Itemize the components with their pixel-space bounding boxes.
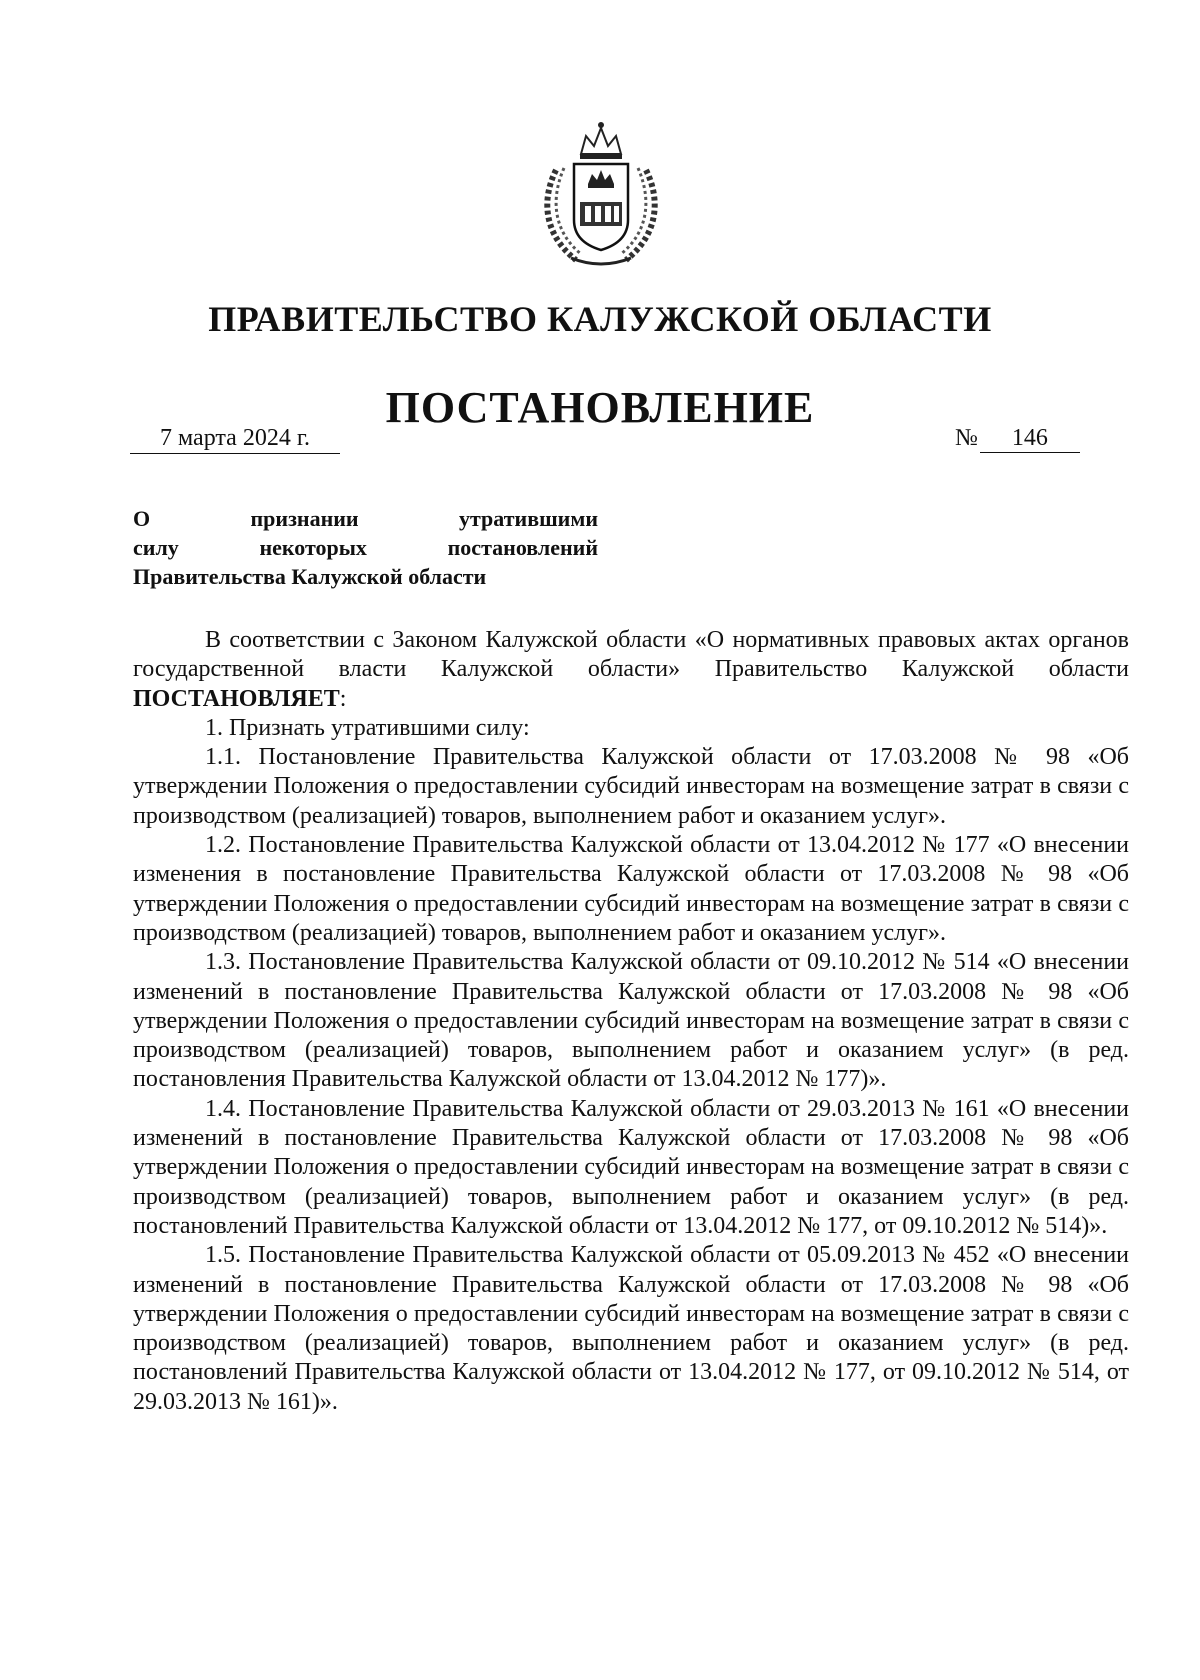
document-type-title: ПОСТАНОВЛЕНИЕ — [385, 383, 815, 432]
subject-line: О признании утратившими — [133, 506, 598, 531]
preamble-text: В соответствии с Законом Калужской области «О нормативных правовых актах органов государственной власти Калужской области» Правительство Калужской области — [133, 627, 1129, 683]
document-date: 7 марта 2024 г. — [130, 425, 340, 454]
subject-line: силу некоторых постановлений — [133, 535, 598, 560]
clause-1-2: 1.2. Постановление Правительства Калужской области от 13.04.2012 № 177 «О внесении изменения в постановление Правительства Калужской области от 17.03.2008 № 98 «Об утверждении Положения о предоставлении субсидий инвесторам на возмещение затрат в связи с производством (реализацией) товаров, выполнением работ и оказанием услуг». — [133, 832, 1129, 946]
document-body — [133, 626, 1129, 1417]
clause-1-3: 1.3. Постановление Правительства Калужской области от 09.10.2012 № 514 «О внесении изменений в постановление Правительства Калужской области от 17.03.2008 № 98 «Об утверждении Положения о предоставлении субсидий инвесторам на возмещение затрат в связи с производством (реализацией) товаров, выполнением работ и оказанием услуг» (в ред. постановления Правительства Калужской области от 13.04.2012 № 177)». — [133, 949, 1129, 1093]
resolves-keyword: ПОСТАНОВЛЯЕТ — [133, 685, 340, 712]
number-sign: № — [955, 425, 978, 451]
coat-of-arms-icon — [536, 120, 666, 270]
organization-title: ПРАВИТЕЛЬСТВО КАЛУЖСКОЙ ОБЛАСТИ — [208, 299, 992, 339]
document-number — [955, 425, 1080, 453]
clause-1-4: 1.4. Постановление Правительства Калужской области от 29.03.2013 № 161 «О внесении изменений в постановление Правительства Калужской области от 17.03.2008 № 98 «Об утверждении Положения о предоставлении субсидий инвесторам на возмещение затрат в связи с производством (реализацией) товаров, выполнением работ и оказанием услуг» (в ред. постановлений Правительства Калужской области от 13.04.2012 № 177, от 09.10.2012 № 514)». — [133, 1095, 1129, 1239]
subject-line: Правительства Калужской области — [133, 564, 487, 589]
clause-1: 1. Признать утратившими силу: — [205, 714, 530, 741]
preamble-end: : — [339, 685, 347, 712]
clause-1-5: 1.5. Постановление Правительства Калужской области от 05.09.2013 № 452 «О внесении изменений в постановление Правительства Калужской области от 17.03.2008 № 98 «Об утверждении Положения о предоставлении субсидий инвесторам на возмещение затрат в связи с производством (реализацией) товаров, выполнением работ и оказанием услуг» (в ред. постановлений Правительства Калужской области от 13.04.2012 № 177, от 09.10.2012 № 514, от 29.03.2013 № 161)». — [133, 1242, 1129, 1415]
clause-1-1: 1.1. Постановление Правительства Калужской области от 17.03.2008 № 98 «Об утверждении Положения о предоставлении субсидий инвесторам на возмещение затрат в связи с производством (реализацией) товаров, выполнением работ и оказанием услуг». — [133, 744, 1129, 829]
preamble-paragraph — [133, 626, 1129, 714]
number-value: 146 — [980, 425, 1080, 453]
document-subject — [133, 504, 598, 591]
